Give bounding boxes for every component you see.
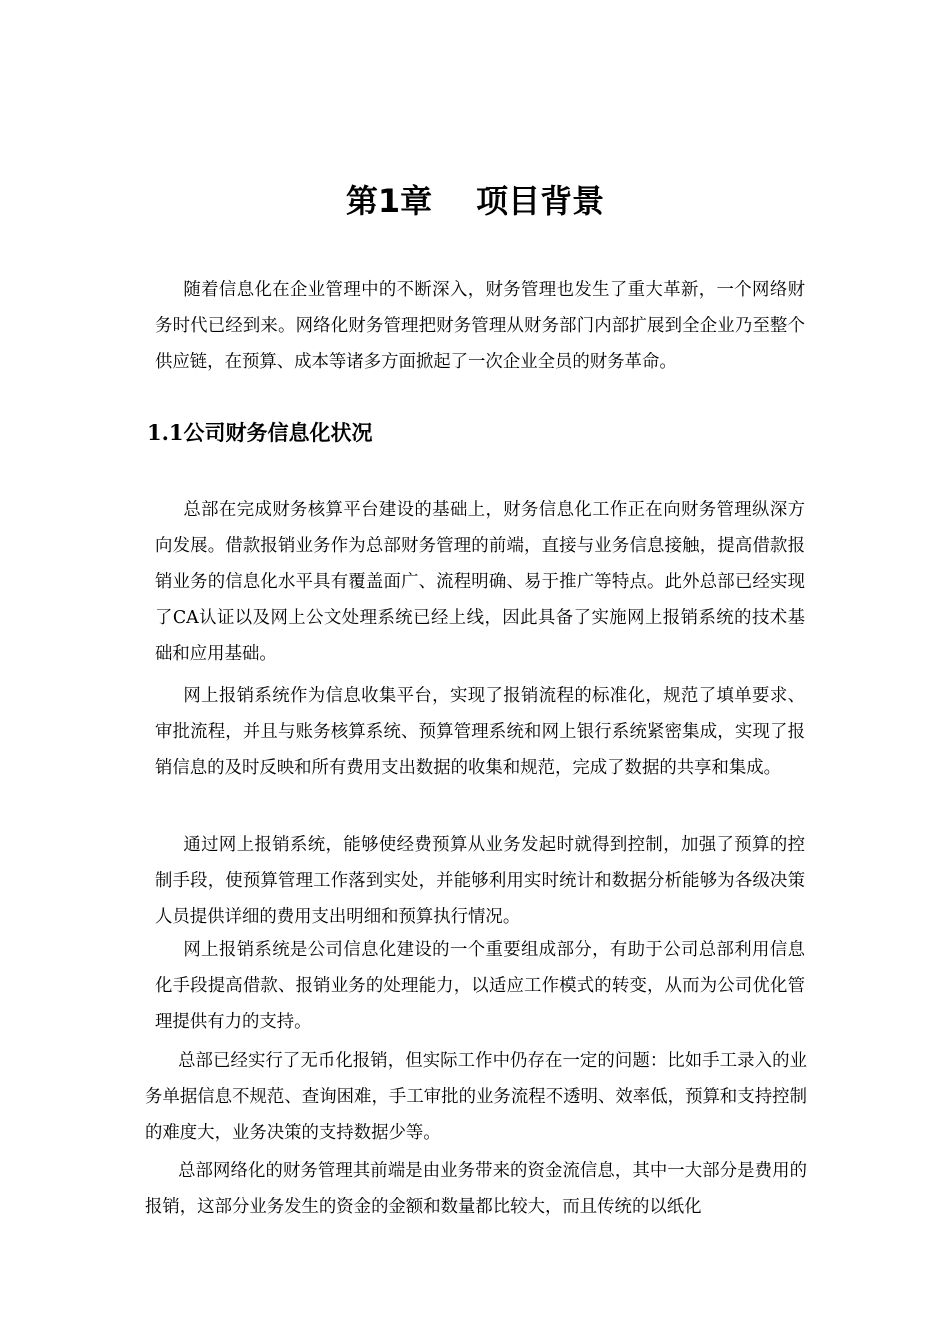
body-paragraph-3: 通过网上报销系统，能够使经费预算从业务发起时就得到控制，加强了预算的控制手段，使预算管理工作落到实处，并能够利用实时统计和数据分析能够为各级决策人员提供详细的费用支出明细和预算执行情况。: [155, 835, 805, 927]
section-number: 1.1: [147, 420, 184, 445]
body-paragraph-1: 总部在完成财务核算平台建设的基础上，财务信息化工作正在向财务管理纵深方向发展。借款报销业务作为总部财务管理的前端，直接与业务信息接触，提高借款报销业务的信息化水平具有覆盖面广、流程明确、易于推广等特点。此外总部已经实现了CA认证以及网上公文处理系统已经上线，因此具备了实施网上报销系统的技术基础和应用基础。: [155, 500, 805, 664]
body-paragraph-4: 网上报销系统是公司信息化建设的一个重要组成部分，有助于公司总部利用信息化手段提高借款、报销业务的处理能力，以适应工作模式的转变，从而为公司优化管理提供有力的支持。: [155, 940, 805, 1032]
body-paragraph-6: 总部网络化的财务管理其前端是由业务带来的资金流信息，其中一大部分是费用的报销，这部分业务发生的资金的金额和数量都比较大，而且传统的以纸化: [145, 1161, 807, 1217]
chapter-title: [0, 171, 950, 231]
body-paragraph-5: 总部已经实行了无币化报销，但实际工作中仍存在一定的问题：比如手工录入的业务单据信息不规范、查询困难，手工审批的业务流程不透明、效率低，预算和支持控制的难度大，业务决策的支持数据少等。: [145, 1051, 807, 1143]
chapter-number: 第1章: [345, 182, 433, 221]
body-paragraph-2: 网上报销系统作为信息收集平台，实现了报销流程的标准化，规范了填单要求、审批流程，并且与账务核算系统、预算管理系统和网上银行系统紧密集成，实现了报销信息的及时反映和所有费用支出数据的收集和规范，完成了数据的共享和集成。: [155, 686, 805, 778]
section-heading: [147, 413, 373, 453]
intro-paragraph: 随着信息化在企业管理中的不断深入，财务管理也发生了重大革新，一个网络财务时代已经到来。网络化财务管理把财务管理从财务部门内部扩展到全企业乃至整个供应链，在预算、成本等诸多方面掀起了一次企业全员的财务革命。: [155, 280, 805, 372]
section-title: 公司财务信息化状况: [183, 420, 373, 445]
chapter-name: 项目背景: [476, 182, 605, 221]
